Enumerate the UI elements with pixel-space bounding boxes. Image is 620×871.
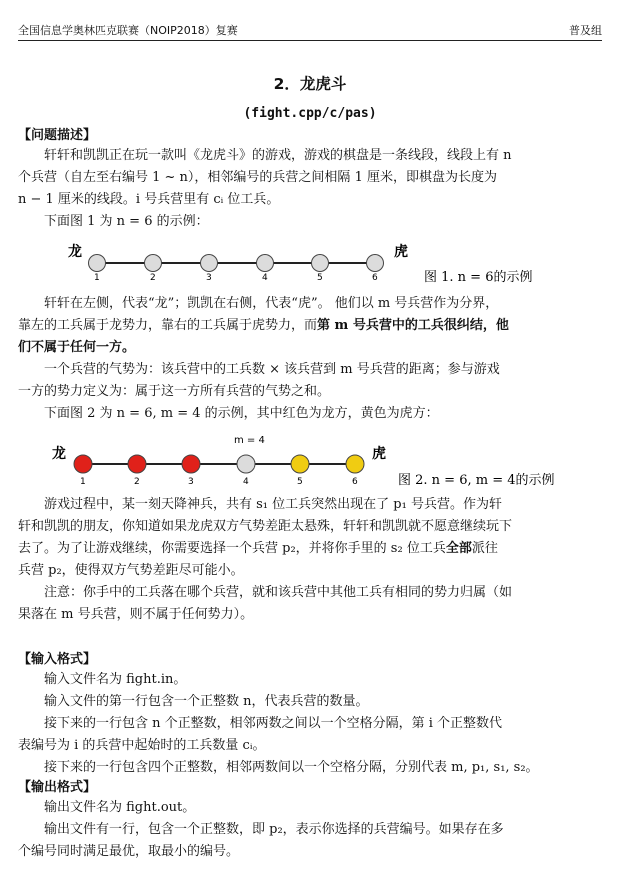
- input-line: 接下来的一行包含四个正整数，相邻两数间以一个空格分隔，分别代表 m, p₁, s₁, s₂。: [44, 760, 539, 775]
- problem-title: 2．龙虎斗: [273, 75, 347, 93]
- camp-node: [291, 455, 309, 473]
- para3-line: 果落在 m 号兵营，则不属于任何势力）。: [18, 607, 254, 622]
- para2-line: 轩轩在左侧，代表“龙”；凯凯在右侧，代表“虎”。 他们以 m 号兵营作为分界，: [44, 296, 499, 311]
- header-right: 普及组: [569, 24, 602, 37]
- problem-filename: (fight.cpp/c/pas): [243, 106, 377, 121]
- input-line: 输入文件的第一行包含一个正整数 n，代表兵营的数量。: [44, 694, 369, 709]
- camp-node: [312, 255, 329, 272]
- para3-line: 轩和凯凯的朋友，你知道如果龙虎双方气势差距太悬殊，轩轩和凯凯就不愿意继续玩下: [18, 519, 513, 534]
- figure-2-tiger-label: 虎: [372, 446, 386, 462]
- camp-number: 6: [372, 273, 378, 283]
- camp-number: 1: [94, 273, 100, 283]
- camp-node: [237, 455, 255, 473]
- camp-node: [128, 455, 146, 473]
- input-line: 接下来的一行包含 n 个正整数，相邻两数之间以一个空格分隔，第 i 个正整数代: [44, 716, 503, 731]
- para3-bold: 全部: [445, 541, 472, 556]
- camp-node: [182, 455, 200, 473]
- camp-node: [367, 255, 384, 272]
- para3-line: 注意：你手中的工兵落在哪个兵营，就和该兵营中其他工兵有相同的势力归属（如: [44, 585, 513, 600]
- camp-number: 5: [317, 273, 323, 283]
- para2-line: 下面图 2 为 n = 6, m = 4 的示例，其中红色为龙方，黄色为虎方：: [44, 406, 439, 421]
- camp-node: [145, 255, 162, 272]
- camp-node: [257, 255, 274, 272]
- problem-description-heading: 【问题描述】: [18, 128, 97, 143]
- output-line: 输出文件有一行，包含一个正整数，即 p₂，表示你选择的兵营编号。如果存在多: [44, 822, 504, 837]
- desc-line: 个兵营（自左至右编号 1 ~ n），相邻编号的兵营之间相隔 1 厘米，即棋盘为长度为: [18, 170, 497, 185]
- desc-line: n − 1 厘米的线段。i 号兵营里有 cᵢ 位工兵。: [18, 192, 280, 207]
- desc-line: 下面图 1 为 n = 6 的示例：: [44, 214, 209, 229]
- camp-number: 1: [80, 477, 86, 487]
- figure-2-m-label: m = 4: [234, 435, 265, 446]
- figure-1-caption: 图 1. n = 6的示例: [424, 270, 533, 285]
- camp-number: 3: [206, 273, 212, 283]
- para2-bold: 第 m 号兵营中的工兵很纠结，他: [317, 318, 509, 333]
- camp-number: 4: [243, 477, 249, 487]
- figure-1-dragon-label: 龙: [68, 244, 82, 260]
- para3-line: 游戏过程中，某一刻天降神兵，共有 s₁ 位工兵突然出现在了 p₁ 号兵营。作为轩: [44, 497, 502, 512]
- camp-number: 5: [297, 477, 303, 487]
- para3-line: 去了。为了让游戏继续，你需要选择一个兵营 p₂，并将你手里的 s₂ 位工兵全部派往: [18, 541, 498, 556]
- para2-line: 靠左的工兵属于龙势力，靠右的工兵属于虎势力，而第 m 号兵营中的工兵很纠结，他: [18, 318, 509, 333]
- camp-number: 4: [262, 273, 268, 283]
- camp-node: [346, 455, 364, 473]
- para2-line: 们不属于任何一方。: [18, 340, 136, 355]
- header-left: 全国信息学奥林匹克联赛（NOIP2018）复赛: [18, 24, 238, 37]
- para3-line: 兵营 p₂，使得双方气势差距尽可能小。: [18, 563, 244, 578]
- input-line: 表编号为 i 的兵营中起始时的工兵数量 cᵢ。: [18, 738, 266, 753]
- camp-number: 6: [352, 477, 358, 487]
- camp-node: [201, 255, 218, 272]
- output-format-heading: 【输出格式】: [18, 780, 97, 795]
- camp-node: [74, 455, 92, 473]
- camp-number: 3: [188, 477, 194, 487]
- output-line: 输出文件名为 fight.out。: [44, 800, 196, 815]
- page-header: [18, 18, 602, 41]
- figure-2-caption: 图 2. n = 6, m = 4的示例: [398, 473, 555, 488]
- desc-line: 轩轩和凯凯正在玩一款叫《龙虎斗》的游戏，游戏的棋盘是一条线段，线段上有 n: [44, 148, 512, 163]
- input-line: 输入文件名为 fight.in。: [44, 672, 187, 687]
- figure-1-tiger-label: 虎: [394, 244, 408, 260]
- input-format-heading: 【输入格式】: [18, 652, 97, 667]
- output-line: 个编号同时满足最优，取最小的编号。: [18, 844, 240, 859]
- camp-number: 2: [134, 477, 140, 487]
- para2-line: 一方的势力定义为：属于这一方所有兵营的气势之和。: [18, 384, 331, 399]
- camp-number: 2: [150, 273, 156, 283]
- figure-2-dragon-label: 龙: [52, 446, 66, 462]
- camp-node: [89, 255, 106, 272]
- para2-line: 一个兵营的气势为：该兵营中的工兵数 × 该兵营到 m 号兵营的距离；参与游戏: [44, 362, 500, 377]
